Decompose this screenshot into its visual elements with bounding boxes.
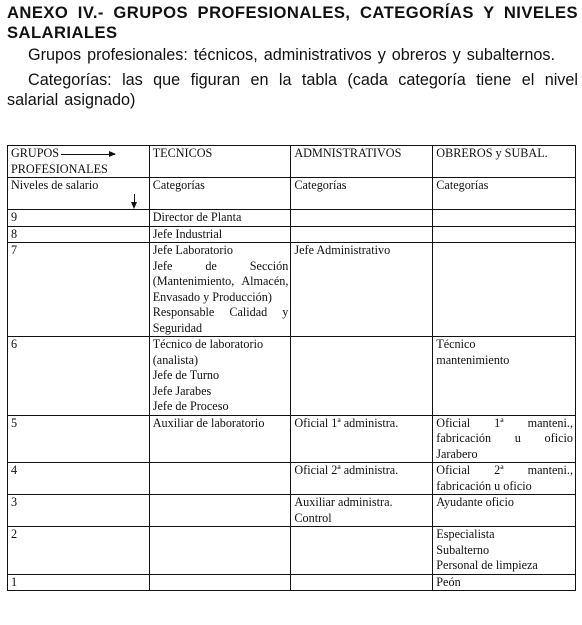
arrow-down-icon — [134, 194, 135, 207]
tecnicos-cell — [149, 243, 291, 337]
obreros-cell — [433, 463, 576, 495]
subheader-obreros: Categorías — [433, 178, 576, 210]
category-entry: Técnico de laboratorio (analista) — [152, 337, 264, 367]
arrow-right-icon — [61, 154, 115, 155]
column-header-administrativos: ADMNISTRATIVOS — [291, 146, 433, 178]
category-entry: Jefe Laboratorio — [152, 243, 233, 257]
column-header-tecnicos: TECNICOS — [149, 146, 291, 178]
table-row — [8, 463, 576, 495]
obreros-cell — [433, 495, 576, 527]
level-cell: 6 — [8, 337, 150, 416]
level-cell: 1 — [8, 574, 150, 591]
level-cell: 7 — [8, 243, 150, 337]
obreros-cell — [433, 574, 576, 591]
administrativos-cell — [291, 415, 433, 463]
groups-label-line1: GRUPOS — [11, 146, 60, 160]
category-entry: Jefe Jarabes — [152, 383, 212, 398]
category-entry: Responsable Calidad y Seguridad — [152, 305, 289, 335]
obreros-cell — [433, 337, 576, 416]
paragraph-categories: Categorías: las que figuran en la tabla (cada categoría tiene el nivel salarial asignado) — [7, 70, 578, 109]
column-header-obreros: OBREROS y SUBAL. — [433, 146, 576, 178]
category-entry: Director de Planta — [152, 210, 242, 224]
annex-heading: ANEXO IV.- GRUPOS PROFESIONALES, CATEGORÍAS Y NIVELES SALARIALES — [7, 3, 578, 42]
level-cell: 2 — [8, 527, 150, 575]
table-row — [8, 226, 576, 243]
category-entry: Técnico mantenimiento — [436, 337, 510, 367]
administrativos-cell — [291, 226, 433, 243]
obreros-cell — [433, 243, 576, 337]
obreros-cell — [433, 210, 576, 227]
category-entry: Jefe de Turno — [152, 368, 220, 382]
groups-label-line2: PROFESIONALES — [11, 161, 108, 176]
levels-label: Niveles de salario — [11, 178, 99, 192]
obreros-cell — [433, 226, 576, 243]
category-entry: Oficial 2ª manteni., fabricación u oficio — [436, 463, 573, 493]
table-row — [8, 210, 576, 227]
category-entry: Oficial 1ª manteni., fabricación u oficio Jarabero — [436, 415, 573, 461]
administrativos-cell — [291, 495, 433, 527]
tecnicos-cell — [149, 210, 291, 227]
administrativos-cell — [291, 463, 433, 495]
category-entry: Jefe Industrial — [152, 226, 223, 241]
tecnicos-cell — [149, 527, 291, 575]
category-entry: Jefe Administrativo — [294, 243, 391, 257]
table-row — [8, 243, 576, 337]
tecnicos-cell — [149, 495, 291, 527]
table-row — [8, 415, 576, 463]
category-entry: Ayudante oficio — [436, 495, 515, 509]
administrativos-cell — [291, 210, 433, 227]
category-entry: Oficial 2ª administra. — [294, 463, 399, 477]
level-cell: 4 — [8, 463, 150, 495]
category-entry: Subalterno — [436, 542, 490, 557]
table-body — [8, 146, 576, 591]
levels-header-cell — [8, 178, 150, 210]
groups-header-cell — [8, 146, 150, 178]
table-row — [8, 337, 576, 416]
level-cell: 3 — [8, 495, 150, 527]
administrativos-cell — [291, 337, 433, 416]
tecnicos-cell — [149, 574, 291, 591]
table-row — [8, 574, 576, 591]
paragraph-groups: Grupos profesionales: técnicos, administrativos y obreros y subalternos. — [28, 46, 555, 64]
level-cell: 8 — [8, 226, 150, 243]
category-entry: Auxiliar de laboratorio — [152, 415, 265, 430]
administrativos-cell — [291, 574, 433, 591]
category-entry: Peón — [436, 574, 461, 589]
category-entry: Jefe de Sección (Mantenimiento, Almacén, Envasado y Producción) — [152, 258, 289, 304]
category-entry: Especialista — [436, 527, 495, 541]
subheader-tecnicos: Categorías — [149, 178, 291, 210]
level-cell: 5 — [8, 415, 150, 463]
category-entry: Jefe de Proceso — [152, 399, 229, 413]
level-cell: 9 — [8, 210, 150, 227]
administrativos-cell — [291, 527, 433, 575]
obreros-cell — [433, 527, 576, 575]
obreros-cell — [433, 415, 576, 463]
salary-levels-table — [7, 145, 576, 591]
tecnicos-cell — [149, 226, 291, 243]
header-row-categories — [8, 178, 576, 210]
table-row — [8, 495, 576, 527]
header-row-groups — [8, 146, 576, 178]
tecnicos-cell — [149, 337, 291, 416]
tecnicos-cell — [149, 463, 291, 495]
tecnicos-cell — [149, 415, 291, 463]
category-entry: Oficial 1ª administra. — [294, 415, 399, 430]
subheader-administrativos: Categorías — [291, 178, 433, 210]
category-entry: Personal de limpieza — [436, 558, 538, 572]
document-page — [7, 0, 578, 111]
administrativos-cell — [291, 243, 433, 337]
table-row — [8, 527, 576, 575]
category-entry: Auxiliar administra. Control — [294, 495, 393, 525]
